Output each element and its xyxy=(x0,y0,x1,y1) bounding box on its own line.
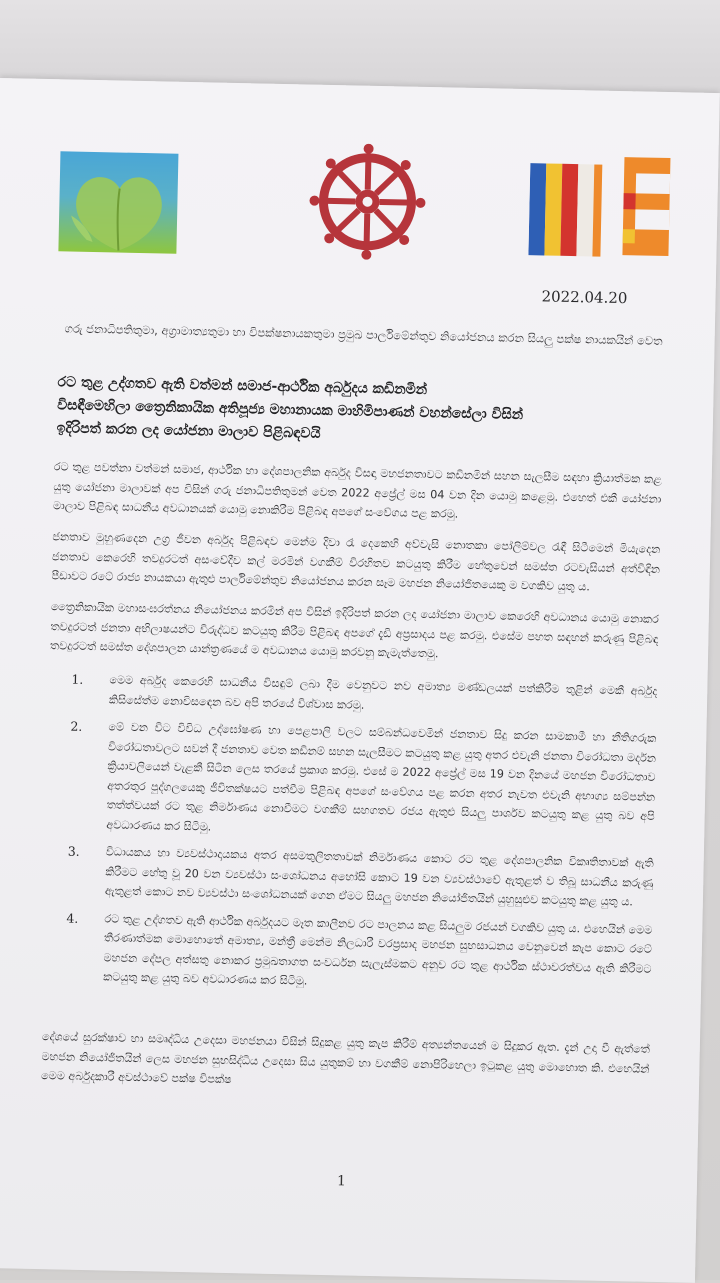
title-line: ඉදිරිපත් කරන ලද යෝජනා මාලාව පිළිබඳවයි xyxy=(56,420,321,442)
paragraph-responsibility: ජනතාව මුහුණදෙන උග්‍ර ජීවන අර්බුද පිළිබඳව මෙන්ම දිවා රෑ දෙකෙහි අව්වැසි නොතකා පෝලිම්වල රැඳී සිටීමෙන් මියැදෙන ජනතාව කෙරෙහි තවදුරටත් අසංවේදීව කල් මරමින් වගකීම් විරහිතව කටයුතු කිරීම හේතුවෙන් සමස්ත රටවැසියන් අත්විඳින පීඩාවට රටේ රාජ්‍ය නායකයා ඇතුළු පාර්ලිමේන්තුව නියෝජනය කරන සෑම මහජන නියෝජිතයෙකු ම වගකිව යුතු ය. xyxy=(51,530,661,594)
bo-leaf-icon xyxy=(58,151,178,253)
paragraph-displeasure: ත්‍රෛනිකායික මහාසංඝරත්නය නියෝජනය කරමින් අප විසින් ඉදිරිපත් කරන ලද යෝජනා මාලාව කෙරෙහි අවධානය යොමු නොකර තවදුරටත් ජනතා අභිලාෂයන්ට විරුද්ධව කටයුතු කිරීම පිළිබඳ අපගේ දැඩි අප්‍රසාදය පළ කරමු. එසේම පහත සඳහන් කරුණු පිළිබඳ තවදුරටත් සමස්ත දේශපාලන යාන්ත්‍රණයේ ම අවධානය යොමු කරවනු කැමැත්තෙමු. xyxy=(49,600,659,661)
list-item-text: මේ වන විට විවිධ උද්ඝෝෂණ හා පෙළපාලි වලට සම්බන්ධවෙමින් ජනතාව සිදු කරන සාමකාමී හා නීතිගරුක විරෝධතාවලට සවන් දී ජනතාව වෙත කඩිනම් සහන සැලසීමට කටයුතු කළ යුතු අතර එවැනි ජනතා විරෝධතා මර්දන ක්‍රියාවලියෙන් වැළකී සිටින ලෙස තරයේ ප්‍රකාශ කරමු. එසේ ම 2022 අප්‍රේල් මස 19 වන දිනයේ මහජන විරෝධතාව අතරතුර පුද්ගලයෙකු ජීවිතක්ෂයට පත්වීම පිළිබඳ අපගේ සංවේගය පළ කරන අතර නැවත එවැනි අභාග්‍ය සම්පන්න තත්ත්වයක් රට තුළ නිර්මාණය නොවීමට වගකීම් සහගතව රජය ඇතුළු සියලු පාර්ශව කටයුතු කළ යුතු බව අපි අවධාරණය කර සිටිමු. xyxy=(106,720,657,834)
proposal-list xyxy=(43,669,658,1006)
paragraph-closing: දේශයේ සුරක්ෂාව හා සමෘද්ධිය උදෙසා මහජනයා විසින් සිදුකළ යුතු කැප කිරීම් අත්‍යන්තයෙන් ම සිදුකර ඇත. දැන් උදා වී ඇත්තේ මහජන නියෝජිතයින් ලෙස මහජන සුභසිද්ධිය උදෙසා සිය යුතුකම් හා වගකීම් නොපිරිහෙලා ඉටුකළ යුතු මොහොත කි. එහෙයින් මෙම අර්බුදකාරී අවස්ථාවේ පක්ෂ විපක්ෂ xyxy=(40,1030,650,1087)
list-item-number: 1. xyxy=(71,671,84,687)
list-item xyxy=(46,716,656,846)
list-item-text: රට තුළ උද්ගතව ඇති ආර්ථික අර්බුදයට මෑත කාලීනව රට පාලනය කළ සියලුම රජයන් වගකිව යුතු ය. එහෙයින් මෙම තීරණාත්මක මොහොතේ අමාත්‍ය, මන්ත්‍රී මෙන්ම නිලධාරී වරප්‍රසාද මහජන සුභසාධනය වෙනුවෙන් කැප කොට රටේ මහජන දේපල අත්සතු නොකර ප්‍රමුඛතාගත සංවර්ධන සැලැස්මකට අනුව රට තුළ ආර්ථික ස්ථාවරත්වය ඇති කිරීමට කටයුතු කළ යුතු බව අවධාරණය කර සිටිමු. xyxy=(103,911,653,988)
list-item-text: මෙම අර්බුද කෙරෙහි සාධනීය විසඳුම් ලබා දීම වෙනුවට නව අමාත්‍ය මණ්ඩලයක් පත්කිරීම තුළින් මෙකී අර්බුද කිසිසේත්ම නොවිසඳෙන බව අපි තරයේ විශ්වාස කරමු. xyxy=(108,673,658,712)
list-item xyxy=(49,669,658,721)
list-item-text: විධායකය හා ව්‍යවස්ථාදායකය අතර අසමතුලිතතාවක් නිර්මාණය කොට රට තුළ දේශපාලනික විකෘතිතාවක් ඇති කිරීමට හේතු වූ 20 වන ව්‍යවස්ථා සංශෝධනය අහෝසි කොට 19 වන ව්‍යවස්ථාවේ ඇතුළත් ව තිබූ සාධනීය කරුණු ඇතුළත් කොට නව ව්‍යවස්ථා සංශෝධනයක් ගෙන ඒමට සියලු මහජන නියෝජිතයින් යුහුසුළුව කටයුතු කළ යුතු ය. xyxy=(104,845,654,909)
buddhist-flag-icon xyxy=(528,147,680,266)
letter-title xyxy=(56,371,657,453)
title-line: රට තුළ උද්ගතව ඇති වත්මන් සමාජ-ආර්ථික අර්බුදය කඩිනමින් xyxy=(57,374,428,399)
bo-leaf-logo xyxy=(58,151,178,253)
list-item xyxy=(45,841,654,912)
letter-page xyxy=(0,78,720,1283)
letterhead-logos xyxy=(0,78,720,273)
list-item-number: 2. xyxy=(70,718,83,734)
list-item-number: 3. xyxy=(67,843,80,859)
paragraph-intro: රට තුළ පවත්නා වත්මන් සමාජ, ආර්ථික හා දේශපාලනික අර්බුද විසඳා මහජනතාවට කඩිනමින් සහන සැලසීම සඳහා ක්‍රියාත්මක කළ යුතු යෝජනා මාලාවක් අප විසින් ගරු ජනාධිපතිතුමන් වෙත 2022 අප්‍රේල් මස 04 වන දින යොමු කළෙමු. එහෙත් එකී යෝජනා මාලාව පිළිබඳ සාධනීය අවධානයක් යොමු නොකිරීම පිළිබඳ අපගේ සංවේගය පළ කරමු. xyxy=(52,460,662,521)
list-item-number: 4. xyxy=(66,910,79,926)
letter-date: 2022.04.20 xyxy=(541,287,628,308)
list-item xyxy=(43,908,653,999)
title-line: විසඳීමෙහිලා ත්‍රෛනිකායික අතිපූජ්‍ය මහානායක මාහිමිපාණන් වහන්සේලා විසින් xyxy=(56,397,524,424)
dharma-wheel-icon xyxy=(308,143,426,261)
page-number: 1 xyxy=(336,1173,347,1190)
addressee-line: ගරු ජනාධිපතිතුමා, අග්‍රාමාත්‍යතුමා හා විපක්ෂනායකතුමා ප්‍රමුඛ පාර්ලිමේන්තුව නියෝජනය කරන සියලු පක්ෂ නායකයින් වෙත xyxy=(64,321,663,348)
